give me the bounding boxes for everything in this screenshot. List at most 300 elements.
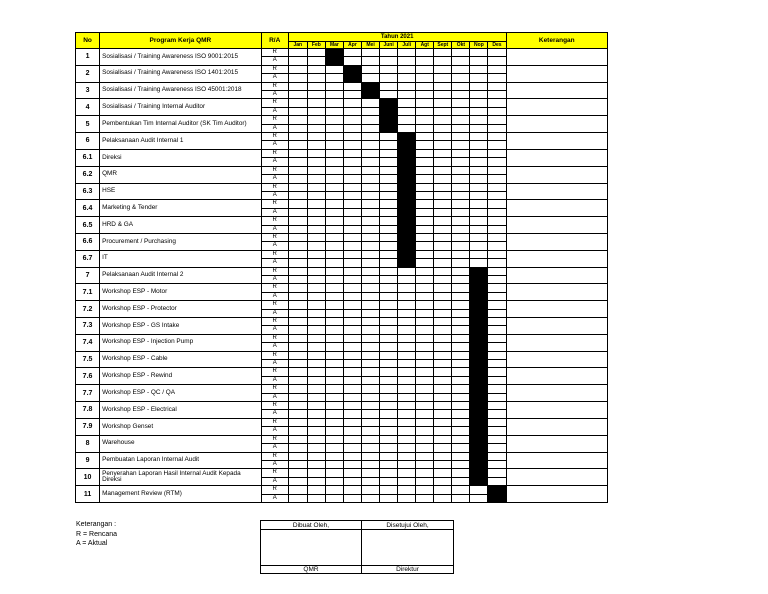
month-cell: [325, 107, 343, 115]
month-cell: [343, 116, 361, 124]
month-cell: [452, 452, 470, 460]
month-cell: [325, 318, 343, 326]
schedule-bar: [380, 116, 398, 124]
month-cell: [380, 469, 398, 477]
month-cell: [307, 166, 325, 174]
row-number: 7.5: [76, 351, 100, 368]
month-cell: [488, 99, 506, 107]
ra-rencana: R: [261, 284, 288, 292]
month-cell: [488, 452, 506, 460]
month-cell: [362, 149, 380, 157]
remarks-cell: [506, 418, 607, 435]
month-cell: [325, 460, 343, 468]
month-cell: [434, 208, 452, 216]
month-cell: [380, 292, 398, 300]
month-cell: [343, 217, 361, 225]
month-cell: [362, 444, 380, 452]
month-cell: [288, 250, 307, 258]
month-cell: [434, 385, 452, 393]
month-cell: [307, 402, 325, 410]
month-cell: [307, 351, 325, 359]
month-cell: [362, 402, 380, 410]
month-cell: [434, 242, 452, 250]
month-cell: [434, 360, 452, 368]
month-cell: [343, 427, 361, 435]
month-cell: [325, 191, 343, 199]
table-row: [76, 334, 608, 342]
month-cell: [343, 133, 361, 141]
month-cell: [398, 460, 416, 468]
month-cell: [362, 208, 380, 216]
ra-aktual: A: [261, 242, 288, 250]
ra-aktual: A: [261, 393, 288, 401]
ra-aktual: A: [261, 124, 288, 132]
month-cell: [416, 65, 434, 73]
remarks-cell: [506, 452, 607, 469]
month-cell: [380, 402, 398, 410]
month-cell: [488, 57, 506, 65]
month-cell: [416, 469, 434, 477]
month-cell: [488, 292, 506, 300]
month-cell: [470, 124, 488, 132]
month-cell: [434, 49, 452, 57]
month-cell: [398, 57, 416, 65]
month-cell: [325, 301, 343, 309]
month-cell: [488, 351, 506, 359]
month-cell: [434, 318, 452, 326]
month-cell: [398, 494, 416, 502]
month-cell: [380, 452, 398, 460]
table-row: [76, 65, 608, 73]
month-cell: [343, 158, 361, 166]
month-cell: [343, 267, 361, 275]
month-cell: [380, 427, 398, 435]
month-cell: [307, 124, 325, 132]
table-row: [76, 385, 608, 393]
ra-aktual: A: [261, 343, 288, 351]
month-cell: [325, 494, 343, 502]
month-cell: [470, 57, 488, 65]
month-cell: [452, 477, 470, 485]
month-cell: [398, 410, 416, 418]
month-cell: [307, 376, 325, 384]
month-cell: [470, 191, 488, 199]
month-cell: [380, 309, 398, 317]
month-cell: [452, 49, 470, 57]
table-row: [76, 49, 608, 57]
month-cell: [325, 410, 343, 418]
row-number: 7.3: [76, 318, 100, 335]
month-cell: [452, 133, 470, 141]
schedule-bar: [380, 107, 398, 115]
schedule-bar: [398, 141, 416, 149]
month-cell: [325, 158, 343, 166]
month-cell: [416, 91, 434, 99]
month-cell: [452, 82, 470, 90]
month-header: Okt: [452, 42, 470, 49]
remarks-cell: [506, 318, 607, 335]
month-cell: [470, 486, 488, 494]
month-cell: [452, 460, 470, 468]
month-cell: [288, 334, 307, 342]
month-cell: [307, 435, 325, 443]
month-cell: [434, 99, 452, 107]
month-cell: [325, 393, 343, 401]
month-cell: [362, 116, 380, 124]
month-cell: [398, 124, 416, 132]
month-cell: [380, 284, 398, 292]
month-cell: [380, 133, 398, 141]
ra-rencana: R: [261, 402, 288, 410]
row-number: 7.1: [76, 284, 100, 301]
month-cell: [362, 427, 380, 435]
month-cell: [307, 267, 325, 275]
ra-rencana: R: [261, 301, 288, 309]
month-cell: [307, 99, 325, 107]
month-cell: [307, 452, 325, 460]
month-cell: [452, 309, 470, 317]
ra-rencana: R: [261, 418, 288, 426]
month-cell: [343, 477, 361, 485]
month-cell: [325, 351, 343, 359]
month-cell: [325, 309, 343, 317]
month-cell: [362, 65, 380, 73]
program-name: Procurement / Purchasing: [100, 233, 262, 250]
month-cell: [288, 444, 307, 452]
ra-rencana: R: [261, 82, 288, 90]
month-cell: [362, 418, 380, 426]
ra-aktual: A: [261, 410, 288, 418]
month-cell: [488, 469, 506, 477]
ra-aktual: A: [261, 427, 288, 435]
month-cell: [362, 301, 380, 309]
month-cell: [452, 410, 470, 418]
month-cell: [307, 57, 325, 65]
legend-notes: [76, 520, 117, 549]
month-cell: [343, 191, 361, 199]
month-cell: [416, 233, 434, 241]
ra-aktual: A: [261, 191, 288, 199]
month-cell: [307, 486, 325, 494]
month-cell: [398, 360, 416, 368]
month-cell: [343, 99, 361, 107]
month-cell: [288, 149, 307, 157]
month-cell: [398, 309, 416, 317]
month-cell: [325, 225, 343, 233]
month-cell: [398, 435, 416, 443]
month-cell: [470, 242, 488, 250]
month-cell: [288, 175, 307, 183]
month-cell: [325, 124, 343, 132]
schedule-bar: [343, 74, 361, 82]
month-cell: [288, 191, 307, 199]
month-cell: [470, 217, 488, 225]
row-number: 7.8: [76, 402, 100, 419]
month-cell: [362, 460, 380, 468]
month-cell: [470, 107, 488, 115]
month-cell: [288, 200, 307, 208]
program-name: Direksi: [100, 149, 262, 166]
month-header: Jan: [288, 42, 307, 49]
program-name: Workshop ESP - QC / QA: [100, 385, 262, 402]
month-cell: [416, 107, 434, 115]
month-cell: [488, 410, 506, 418]
month-cell: [380, 418, 398, 426]
schedule-bar: [398, 175, 416, 183]
table-row: [76, 351, 608, 359]
month-cell: [488, 259, 506, 267]
month-cell: [470, 166, 488, 174]
month-cell: [307, 427, 325, 435]
month-cell: [325, 444, 343, 452]
month-cell: [434, 74, 452, 82]
month-cell: [398, 444, 416, 452]
row-number: 7.6: [76, 368, 100, 385]
month-cell: [380, 91, 398, 99]
program-name: Workshop ESP - GS Intake: [100, 318, 262, 335]
schedule-bar: [470, 402, 488, 410]
program-name: Workshop ESP - Rewind: [100, 368, 262, 385]
month-cell: [488, 183, 506, 191]
month-cell: [434, 217, 452, 225]
month-cell: [470, 74, 488, 82]
month-cell: [362, 183, 380, 191]
remarks-cell: [506, 200, 607, 217]
month-cell: [488, 74, 506, 82]
schedule-bar: [380, 124, 398, 132]
month-cell: [362, 284, 380, 292]
month-cell: [380, 360, 398, 368]
table-row: [76, 116, 608, 124]
month-cell: [452, 242, 470, 250]
month-cell: [416, 158, 434, 166]
month-cell: [325, 82, 343, 90]
month-cell: [434, 149, 452, 157]
month-cell: [452, 376, 470, 384]
month-cell: [416, 124, 434, 132]
program-name: Workshop ESP - Motor: [100, 284, 262, 301]
month-cell: [398, 351, 416, 359]
month-cell: [416, 402, 434, 410]
month-cell: [434, 124, 452, 132]
month-cell: [380, 494, 398, 502]
month-cell: [380, 351, 398, 359]
month-cell: [452, 74, 470, 82]
month-cell: [434, 334, 452, 342]
month-cell: [488, 65, 506, 73]
month-cell: [488, 368, 506, 376]
ra-aktual: A: [261, 91, 288, 99]
month-cell: [416, 435, 434, 443]
ra-rencana: R: [261, 149, 288, 157]
month-cell: [325, 452, 343, 460]
month-cell: [452, 351, 470, 359]
month-cell: [434, 435, 452, 443]
month-cell: [416, 292, 434, 300]
ra-aktual: A: [261, 326, 288, 334]
month-cell: [380, 435, 398, 443]
month-cell: [343, 91, 361, 99]
month-cell: [416, 133, 434, 141]
table-row: [76, 99, 608, 107]
month-cell: [343, 368, 361, 376]
month-cell: [416, 427, 434, 435]
month-cell: [488, 309, 506, 317]
month-cell: [452, 217, 470, 225]
month-cell: [434, 91, 452, 99]
program-name: Sosialisasi / Training Awareness ISO 45001:2018: [100, 82, 262, 99]
month-cell: [307, 233, 325, 241]
month-cell: [343, 418, 361, 426]
month-cell: [380, 208, 398, 216]
schedule-bar: [470, 477, 488, 485]
schedule-bar: [398, 166, 416, 174]
month-cell: [362, 250, 380, 258]
month-cell: [416, 166, 434, 174]
month-cell: [288, 326, 307, 334]
month-cell: [380, 57, 398, 65]
program-name: HSE: [100, 183, 262, 200]
month-cell: [380, 393, 398, 401]
row-number: 7.7: [76, 385, 100, 402]
month-cell: [416, 49, 434, 57]
month-cell: [362, 57, 380, 65]
month-cell: [362, 494, 380, 502]
ra-rencana: R: [261, 200, 288, 208]
month-cell: [416, 410, 434, 418]
month-cell: [380, 74, 398, 82]
month-cell: [416, 225, 434, 233]
month-cell: [470, 141, 488, 149]
month-cell: [343, 351, 361, 359]
ra-rencana: R: [261, 385, 288, 393]
month-header: Juli: [398, 42, 416, 49]
month-cell: [288, 116, 307, 124]
month-cell: [325, 360, 343, 368]
table-row: [76, 183, 608, 191]
month-cell: [416, 343, 434, 351]
header-remarks: Keterangan: [506, 33, 607, 49]
ra-aktual: A: [261, 141, 288, 149]
month-cell: [452, 486, 470, 494]
month-cell: [416, 183, 434, 191]
made-by-role: QMR: [261, 566, 362, 574]
month-cell: [434, 225, 452, 233]
month-cell: [452, 91, 470, 99]
month-cell: [307, 385, 325, 393]
month-cell: [307, 225, 325, 233]
legend-aktual: A = Aktual: [76, 540, 108, 547]
ra-rencana: R: [261, 267, 288, 275]
month-cell: [288, 393, 307, 401]
month-cell: [307, 334, 325, 342]
month-cell: [470, 49, 488, 57]
month-cell: [452, 166, 470, 174]
ra-rencana: R: [261, 99, 288, 107]
row-number: 9: [76, 452, 100, 469]
month-cell: [488, 460, 506, 468]
program-name: Pelaksanaan Audit Internal 2: [100, 267, 262, 284]
month-cell: [470, 259, 488, 267]
month-cell: [434, 57, 452, 65]
month-cell: [325, 385, 343, 393]
row-number: 7.2: [76, 301, 100, 318]
month-cell: [488, 318, 506, 326]
month-cell: [307, 418, 325, 426]
remarks-cell: [506, 82, 607, 99]
month-cell: [416, 360, 434, 368]
month-cell: [325, 486, 343, 494]
month-cell: [488, 158, 506, 166]
month-cell: [434, 494, 452, 502]
month-cell: [362, 334, 380, 342]
month-cell: [380, 343, 398, 351]
month-cell: [452, 175, 470, 183]
row-number: 10: [76, 469, 100, 486]
month-cell: [434, 469, 452, 477]
month-cell: [452, 259, 470, 267]
month-header: Juni: [380, 42, 398, 49]
remarks-cell: [506, 133, 607, 150]
month-cell: [434, 233, 452, 241]
month-cell: [452, 318, 470, 326]
month-cell: [288, 343, 307, 351]
month-cell: [452, 208, 470, 216]
schedule-bar: [380, 99, 398, 107]
month-cell: [362, 99, 380, 107]
month-cell: [452, 233, 470, 241]
month-cell: [362, 200, 380, 208]
schedule-bar: [470, 469, 488, 477]
month-cell: [343, 486, 361, 494]
ra-rencana: R: [261, 469, 288, 477]
month-cell: [325, 217, 343, 225]
month-cell: [380, 225, 398, 233]
month-cell: [452, 418, 470, 426]
month-cell: [343, 343, 361, 351]
month-cell: [307, 460, 325, 468]
month-cell: [325, 242, 343, 250]
month-cell: [488, 393, 506, 401]
month-cell: [452, 469, 470, 477]
month-cell: [307, 284, 325, 292]
month-cell: [343, 376, 361, 384]
month-cell: [452, 326, 470, 334]
month-cell: [398, 427, 416, 435]
month-cell: [307, 343, 325, 351]
month-cell: [380, 250, 398, 258]
month-cell: [380, 65, 398, 73]
month-cell: [488, 233, 506, 241]
ra-rencana: R: [261, 217, 288, 225]
month-cell: [434, 351, 452, 359]
month-cell: [434, 326, 452, 334]
ra-aktual: A: [261, 107, 288, 115]
month-cell: [416, 477, 434, 485]
month-cell: [416, 149, 434, 157]
program-name: Sosialisasi / Training Awareness ISO 9001:2015: [100, 49, 262, 66]
schedule-bar: [470, 368, 488, 376]
month-cell: [307, 141, 325, 149]
remarks-cell: [506, 267, 607, 284]
month-cell: [434, 259, 452, 267]
table-row: [76, 200, 608, 208]
schedule-bar: [470, 292, 488, 300]
month-cell: [288, 166, 307, 174]
month-cell: [362, 326, 380, 334]
month-cell: [452, 183, 470, 191]
month-cell: [470, 208, 488, 216]
